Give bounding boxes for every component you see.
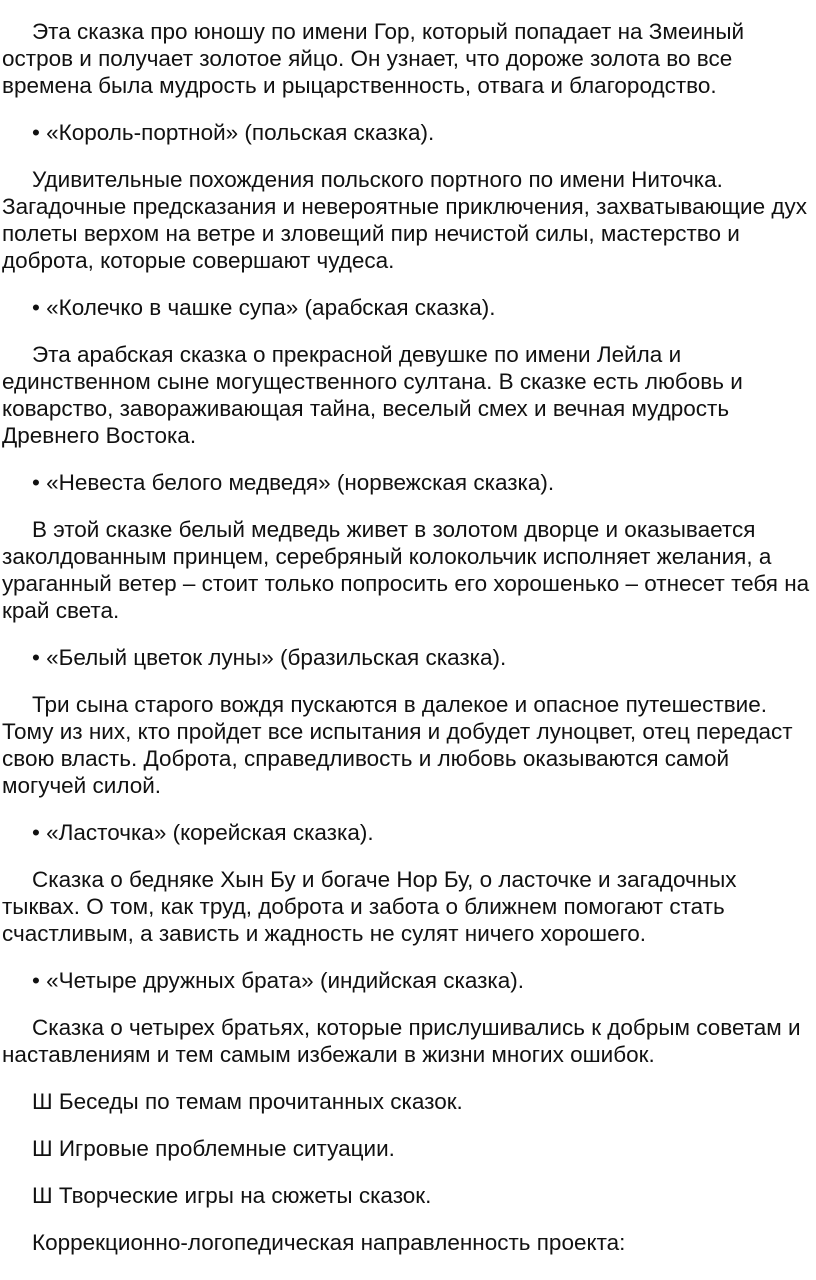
paragraph-gor-story: Эта сказка про юношу по имени Гор, который попадает на Змеиный остров и получает золотое яйцо. Он узнает, что дороже золота во все времена была мудрость и рыцарственность, отвага и благородство. xyxy=(2,19,745,98)
paragraph-chetyre-brata: Сказка о четырех братьях, которые прислушивались к добрым советам и наставлениям и тем самым избежали в жизни многих ошибок. xyxy=(2,1015,801,1067)
item-besedy: Ш Беседы по темам прочитанных сказок. xyxy=(32,1089,463,1114)
item-tvorcheskie-igry: Ш Творческие игры на сюжеты сказок. xyxy=(32,1183,432,1208)
paragraph-kolechko: Эта арабская сказка о прекрасной девушке по имени Лейла и единственном сыне могущественного султана. В сказке есть любовь и коварство, завораживающая тайна, веселый смех и вечная мудрость Древнего Востока. xyxy=(2,342,743,448)
bullet-nevesta-medvedya: • «Невеста белого медведя» (норвежская сказка). xyxy=(32,470,555,495)
paragraph-nevesta-medvedya: В этой сказке белый медведь живет в золотом дворце и оказывается заколдованным принцем, серебряный колокольчик исполняет желания, а ураганный ветер – стоит только попросить его хорошенько – отнесет тебя на край света. xyxy=(2,517,810,623)
bullet-tsvetok-luny: • «Белый цветок луны» (бразильская сказка). xyxy=(32,645,507,670)
paragraph-lastochka: Сказка о бедняке Хын Бу и богаче Нор Бу, о ласточке и загадочных тыквах. О том, как труд, доброта и забота о ближнем помогают стать счастливым, а зависть и жадность не сулят ничего хорошего. xyxy=(2,867,737,946)
paragraph-tsvetok-luny: Три сына старого вождя пускаются в далекое и опасное путешествие. Тому из них, кто пройдет все испытания и добудет луноцвет, отец передаст свою власть. Доброта, справедливость и любовь оказываются самой могучей силой. xyxy=(2,692,793,798)
item-igrovye-situatsii: Ш Игровые проблемные ситуации. xyxy=(32,1136,395,1161)
item-korrektsionno-logopedicheskaya: Коррекционно-логопедическая направленность проекта: xyxy=(32,1230,626,1255)
bullet-lastochka: • «Ласточка» (корейская сказка). xyxy=(32,820,374,845)
paragraph-korol-portnoy: Удивительные похождения польского портного по имени Ниточка. Загадочные предсказания и невероятные приключения, захватывающие дух полеты верхом на ветре и зловещий пир нечистой силы, мастерство и доброта, которые совершают чудеса. xyxy=(2,167,807,273)
bullet-chetyre-brata: • «Четыре дружных брата» (индийская сказка). xyxy=(32,968,525,993)
bullet-kolechko: • «Колечко в чашке супа» (арабская сказка). xyxy=(32,295,496,320)
bullet-korol-portnoy: • «Король-портной» (польская сказка). xyxy=(32,120,435,145)
